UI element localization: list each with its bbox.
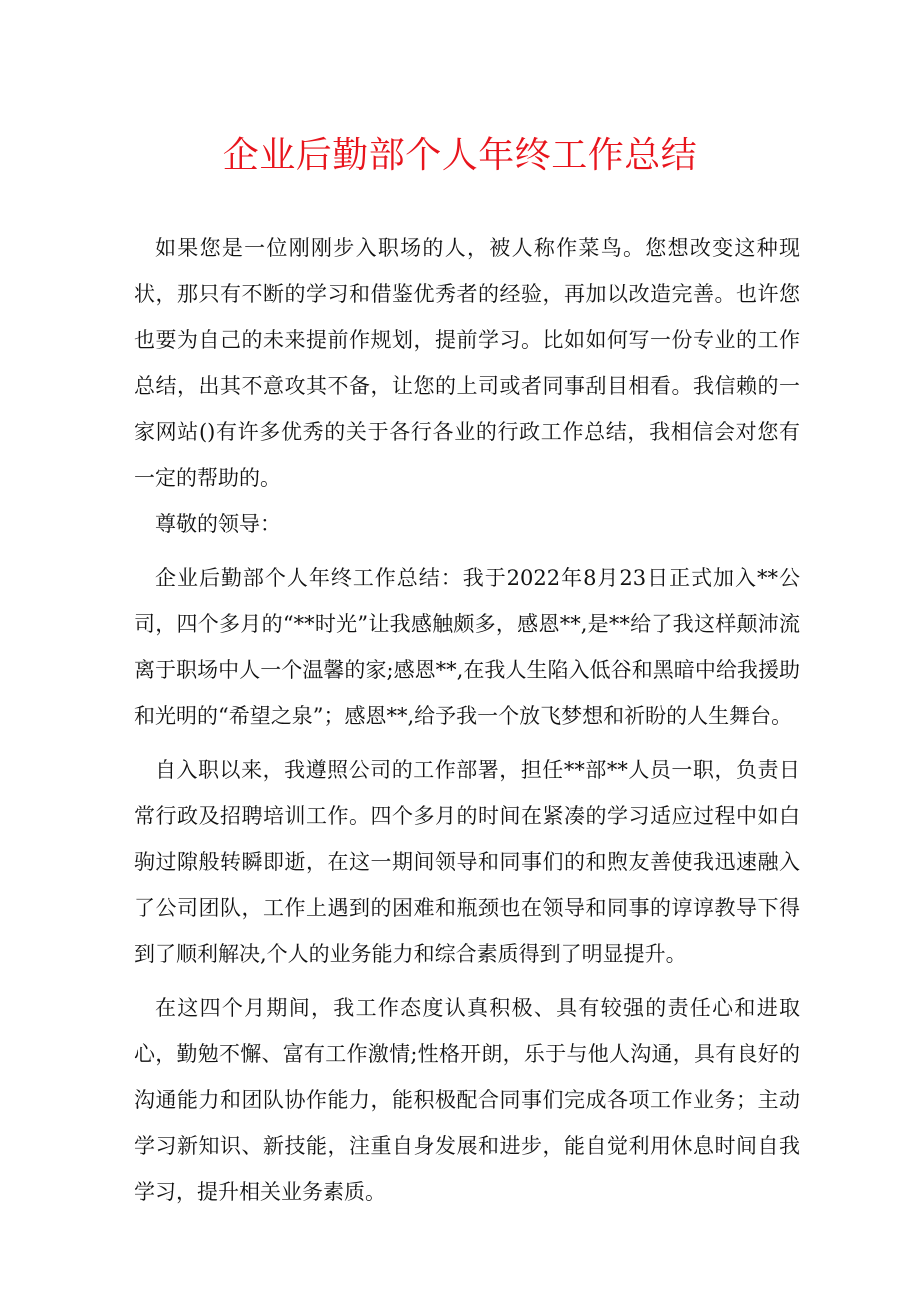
intro-paragraph: 如果您是一位刚刚步入职场的人，被人称作菜鸟。您想改变这种现状，那只有不断的学习和借鉴优秀者的经验，再加以改造完善。也许您也要为自己的未来提前作规划，提前学习。比如如何写一份专业的工作总结，出其不意攻其不备，让您的上司或者同事刮目相看。我信赖的一家网站()有许多优秀的关于各行各业的行政工作总结，我相信会对您有一定的帮助的。 <box>134 236 800 490</box>
salutation: 尊敬的领导： <box>155 512 281 536</box>
document-title: 企业后勤部个人年终工作总结 <box>222 135 698 176</box>
body-paragraph-2: 自入职以来，我遵照公司的工作部署，担任**部**人员一职，负责日常行政及招聘培训工作。四个多月的时间在紧凑的学习适应过程中如白驹过隙般转瞬即逝，在这一期间领导和同事们的和煦友善使我迅速融入了公司团队，工作上遇到的困难和瓶颈也在领导和同事的谆谆教导下得到了顺利解决,个人的业务能力和综合素质得到了明显提升。 <box>134 758 800 966</box>
body-paragraph-1: 企业后勤部个人年终工作总结：我于2022年8月23日正式加入**公司，四个多月的“**时光”让我感触颇多，感恩**,是**给了我这样颠沛流离于职场中人一个温馨的家;感恩**,在我人生陷入低谷和黑暗中给我援助和光明的“希望之泉”；感恩**,给予我一个放飞梦想和祈盼的人生舞台。 <box>134 566 800 728</box>
body-paragraph-3: 在这四个月期间，我工作态度认真积极、具有较强的责任心和进取心，勤勉不懈、富有工作激情;性格开朗，乐于与他人沟通，具有良好的沟通能力和团队协作能力，能积极配合同事们完成各项工作业务；主动学习新知识、新技能，注重自身发展和进步，能自觉利用休息时间自我学习，提升相关业务素质。 <box>134 996 800 1204</box>
document-body <box>134 225 800 1215</box>
